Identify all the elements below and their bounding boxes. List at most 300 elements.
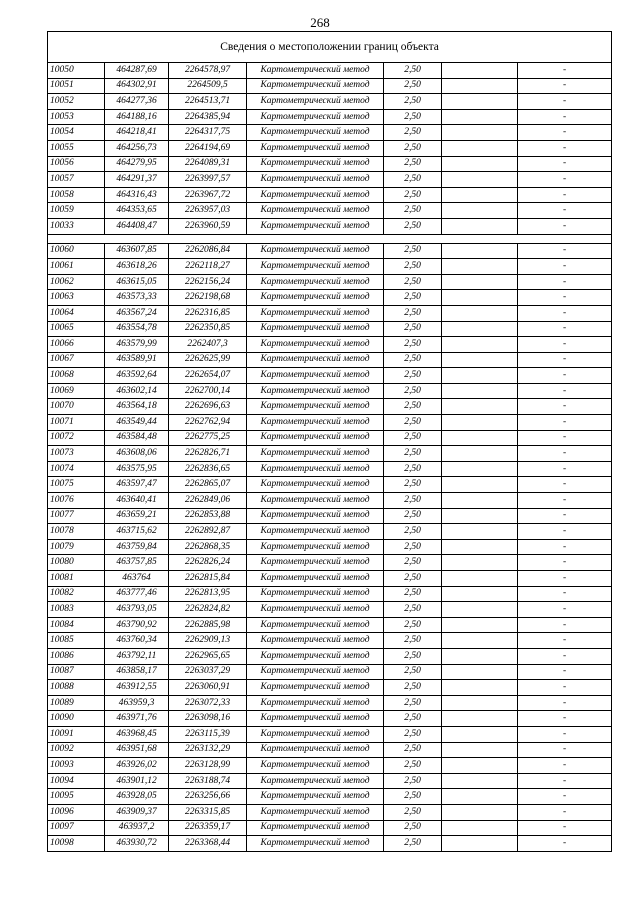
point-number-cell: 10054 [48, 125, 105, 141]
accuracy-cell: 2,50 [384, 461, 442, 477]
table-row [48, 524, 612, 540]
x-coordinate-cell: 463912,55 [105, 680, 169, 696]
x-coordinate-cell: 463592,64 [105, 368, 169, 384]
method-cell: Картометрический метод [247, 446, 384, 462]
method-cell: Картометрический метод [247, 804, 384, 820]
method-cell: Картометрический метод [247, 524, 384, 540]
table-row [48, 789, 612, 805]
y-coordinate-cell: 2262826,71 [169, 446, 247, 462]
method-cell: Картометрический метод [247, 109, 384, 125]
point-number-cell: 10051 [48, 78, 105, 94]
x-coordinate-cell: 463608,06 [105, 446, 169, 462]
point-number-cell: 10079 [48, 539, 105, 555]
table-row [48, 305, 612, 321]
extra-cell [442, 415, 518, 431]
y-coordinate-cell: 2262813,95 [169, 586, 247, 602]
note-cell: - [518, 617, 612, 633]
y-coordinate-cell: 2263188,74 [169, 773, 247, 789]
x-coordinate-cell: 464316,43 [105, 187, 169, 203]
point-number-cell: 10057 [48, 172, 105, 188]
method-cell: Картометрический метод [247, 140, 384, 156]
point-number-cell: 10059 [48, 203, 105, 219]
accuracy-cell: 2,50 [384, 602, 442, 618]
note-cell: - [518, 586, 612, 602]
y-coordinate-cell: 2264089,31 [169, 156, 247, 172]
extra-cell [442, 633, 518, 649]
table-row [48, 508, 612, 524]
y-coordinate-cell: 2263060,91 [169, 680, 247, 696]
method-cell: Картометрический метод [247, 711, 384, 727]
accuracy-cell: 2,50 [384, 305, 442, 321]
extra-cell [442, 172, 518, 188]
accuracy-cell: 2,50 [384, 773, 442, 789]
x-coordinate-cell: 463640,41 [105, 493, 169, 509]
table-row [48, 290, 612, 306]
note-cell: - [518, 140, 612, 156]
x-coordinate-cell: 463951,68 [105, 742, 169, 758]
point-number-cell: 10097 [48, 820, 105, 836]
method-cell: Картометрический метод [247, 125, 384, 141]
table-row [48, 172, 612, 188]
note-cell: - [518, 94, 612, 110]
x-coordinate-cell: 463573,33 [105, 290, 169, 306]
y-coordinate-cell: 2263098,16 [169, 711, 247, 727]
extra-cell [442, 695, 518, 711]
method-cell: Картометрический метод [247, 156, 384, 172]
accuracy-cell: 2,50 [384, 140, 442, 156]
method-cell: Картометрический метод [247, 571, 384, 587]
y-coordinate-cell: 2262892,87 [169, 524, 247, 540]
x-coordinate-cell: 463909,37 [105, 804, 169, 820]
table-row [48, 446, 612, 462]
note-cell: - [518, 742, 612, 758]
note-cell: - [518, 539, 612, 555]
extra-cell [442, 711, 518, 727]
point-number-cell: 10082 [48, 586, 105, 602]
x-coordinate-cell: 463715,62 [105, 524, 169, 540]
note-cell: - [518, 461, 612, 477]
table-row [48, 352, 612, 368]
y-coordinate-cell: 2262407,3 [169, 337, 247, 353]
y-coordinate-cell: 2262350,85 [169, 321, 247, 337]
point-number-cell: 10092 [48, 742, 105, 758]
y-coordinate-cell: 2262198,68 [169, 290, 247, 306]
extra-cell [442, 789, 518, 805]
table-row [48, 695, 612, 711]
accuracy-cell: 2,50 [384, 187, 442, 203]
note-cell: - [518, 218, 612, 234]
extra-cell [442, 63, 518, 79]
accuracy-cell: 2,50 [384, 78, 442, 94]
method-cell: Картометрический метод [247, 203, 384, 219]
table-row [48, 63, 612, 79]
y-coordinate-cell: 2263037,29 [169, 664, 247, 680]
x-coordinate-cell: 463549,44 [105, 415, 169, 431]
point-number-cell: 10088 [48, 680, 105, 696]
y-coordinate-cell: 2262700,14 [169, 383, 247, 399]
extra-cell [442, 477, 518, 493]
point-number-cell: 10052 [48, 94, 105, 110]
extra-cell [442, 446, 518, 462]
y-coordinate-cell: 2262826,24 [169, 555, 247, 571]
point-number-cell: 10062 [48, 274, 105, 290]
page-number: 268 [310, 15, 330, 30]
method-cell: Картометрический метод [247, 617, 384, 633]
y-coordinate-cell: 2263359,17 [169, 820, 247, 836]
method-cell: Картометрический метод [247, 430, 384, 446]
point-number-cell: 10091 [48, 726, 105, 742]
table-row [48, 140, 612, 156]
extra-cell [442, 571, 518, 587]
accuracy-cell: 2,50 [384, 368, 442, 384]
x-coordinate-cell: 464279,95 [105, 156, 169, 172]
extra-cell [442, 648, 518, 664]
note-cell: - [518, 156, 612, 172]
accuracy-cell: 2,50 [384, 259, 442, 275]
y-coordinate-cell: 2263957,03 [169, 203, 247, 219]
y-coordinate-cell: 2263115,39 [169, 726, 247, 742]
extra-cell [442, 508, 518, 524]
x-coordinate-cell: 463968,45 [105, 726, 169, 742]
y-coordinate-cell: 2263967,72 [169, 187, 247, 203]
accuracy-cell: 2,50 [384, 94, 442, 110]
table-row [48, 555, 612, 571]
y-coordinate-cell: 2262086,84 [169, 243, 247, 259]
x-coordinate-cell: 463579,99 [105, 337, 169, 353]
y-coordinate-cell: 2264317,75 [169, 125, 247, 141]
point-number-cell: 10071 [48, 415, 105, 431]
accuracy-cell: 2,50 [384, 321, 442, 337]
table-row [48, 415, 612, 431]
accuracy-cell: 2,50 [384, 742, 442, 758]
point-number-cell: 10033 [48, 218, 105, 234]
note-cell: - [518, 430, 612, 446]
group-separator-row [48, 234, 612, 243]
accuracy-cell: 2,50 [384, 664, 442, 680]
table-row [48, 461, 612, 477]
x-coordinate-cell: 464291,37 [105, 172, 169, 188]
accuracy-cell: 2,50 [384, 243, 442, 259]
accuracy-cell: 2,50 [384, 337, 442, 353]
extra-cell [442, 493, 518, 509]
table-row [48, 125, 612, 141]
x-coordinate-cell: 463567,24 [105, 305, 169, 321]
accuracy-cell: 2,50 [384, 477, 442, 493]
point-number-cell: 10075 [48, 477, 105, 493]
table-row [48, 836, 612, 852]
y-coordinate-cell: 2262849,06 [169, 493, 247, 509]
method-cell: Картометрический метод [247, 602, 384, 618]
accuracy-cell: 2,50 [384, 172, 442, 188]
point-number-cell: 10080 [48, 555, 105, 571]
accuracy-cell: 2,50 [384, 493, 442, 509]
note-cell: - [518, 383, 612, 399]
method-cell: Картометрический метод [247, 399, 384, 415]
table-row [48, 633, 612, 649]
y-coordinate-cell: 2264509,5 [169, 78, 247, 94]
table-row [48, 203, 612, 219]
x-coordinate-cell: 464188,16 [105, 109, 169, 125]
note-cell: - [518, 274, 612, 290]
note-cell: - [518, 446, 612, 462]
y-coordinate-cell: 2262815,84 [169, 571, 247, 587]
accuracy-cell: 2,50 [384, 836, 442, 852]
point-number-cell: 10067 [48, 352, 105, 368]
point-number-cell: 10083 [48, 602, 105, 618]
point-number-cell: 10095 [48, 789, 105, 805]
x-coordinate-cell: 463564,18 [105, 399, 169, 415]
extra-cell [442, 461, 518, 477]
accuracy-cell: 2,50 [384, 726, 442, 742]
point-number-cell: 10066 [48, 337, 105, 353]
x-coordinate-cell: 464408,47 [105, 218, 169, 234]
extra-cell [442, 156, 518, 172]
method-cell: Картометрический метод [247, 352, 384, 368]
note-cell: - [518, 804, 612, 820]
accuracy-cell: 2,50 [384, 218, 442, 234]
y-coordinate-cell: 2262118,27 [169, 259, 247, 275]
x-coordinate-cell: 463602,14 [105, 383, 169, 399]
y-coordinate-cell: 2262868,35 [169, 539, 247, 555]
method-cell: Картометрический метод [247, 742, 384, 758]
table-row [48, 680, 612, 696]
method-cell: Картометрический метод [247, 680, 384, 696]
point-number-cell: 10074 [48, 461, 105, 477]
y-coordinate-cell: 2262853,88 [169, 508, 247, 524]
note-cell: - [518, 508, 612, 524]
method-cell: Картометрический метод [247, 539, 384, 555]
accuracy-cell: 2,50 [384, 571, 442, 587]
accuracy-cell: 2,50 [384, 109, 442, 125]
table-row [48, 259, 612, 275]
point-number-cell: 10096 [48, 804, 105, 820]
table-row [48, 477, 612, 493]
accuracy-cell: 2,50 [384, 125, 442, 141]
y-coordinate-cell: 2262316,85 [169, 305, 247, 321]
y-coordinate-cell: 2262836,65 [169, 461, 247, 477]
accuracy-cell: 2,50 [384, 820, 442, 836]
note-cell: - [518, 109, 612, 125]
note-cell: - [518, 352, 612, 368]
table-row [48, 243, 612, 259]
table-row [48, 78, 612, 94]
x-coordinate-cell: 463615,05 [105, 274, 169, 290]
point-number-cell: 10056 [48, 156, 105, 172]
y-coordinate-cell: 2262156,24 [169, 274, 247, 290]
note-cell: - [518, 836, 612, 852]
table-row [48, 602, 612, 618]
table-body [48, 63, 612, 852]
method-cell: Картометрический метод [247, 695, 384, 711]
note-cell: - [518, 337, 612, 353]
accuracy-cell: 2,50 [384, 352, 442, 368]
extra-cell [442, 259, 518, 275]
accuracy-cell: 2,50 [384, 680, 442, 696]
y-coordinate-cell: 2263315,85 [169, 804, 247, 820]
y-coordinate-cell: 2264578,97 [169, 63, 247, 79]
y-coordinate-cell: 2264513,71 [169, 94, 247, 110]
method-cell: Картометрический метод [247, 290, 384, 306]
method-cell: Картометрический метод [247, 337, 384, 353]
table-row [48, 337, 612, 353]
method-cell: Картометрический метод [247, 383, 384, 399]
point-number-cell: 10060 [48, 243, 105, 259]
table-row [48, 218, 612, 234]
method-cell: Картометрический метод [247, 477, 384, 493]
title-row [48, 32, 612, 63]
extra-cell [442, 337, 518, 353]
note-cell: - [518, 633, 612, 649]
note-cell: - [518, 820, 612, 836]
accuracy-cell: 2,50 [384, 555, 442, 571]
x-coordinate-cell: 463597,47 [105, 477, 169, 493]
note-cell: - [518, 555, 612, 571]
method-cell: Картометрический метод [247, 633, 384, 649]
y-coordinate-cell: 2262824,82 [169, 602, 247, 618]
extra-cell [442, 836, 518, 852]
point-number-cell: 10055 [48, 140, 105, 156]
note-cell: - [518, 602, 612, 618]
accuracy-cell: 2,50 [384, 711, 442, 727]
table-row [48, 726, 612, 742]
y-coordinate-cell: 2262775,25 [169, 430, 247, 446]
table-row [48, 109, 612, 125]
table-row [48, 493, 612, 509]
point-number-cell: 10093 [48, 758, 105, 774]
method-cell: Картометрический метод [247, 789, 384, 805]
method-cell: Картометрический метод [247, 172, 384, 188]
x-coordinate-cell: 463607,85 [105, 243, 169, 259]
point-number-cell: 10069 [48, 383, 105, 399]
accuracy-cell: 2,50 [384, 758, 442, 774]
point-number-cell: 10087 [48, 664, 105, 680]
extra-cell [442, 305, 518, 321]
y-coordinate-cell: 2262696,63 [169, 399, 247, 415]
x-coordinate-cell: 464353,65 [105, 203, 169, 219]
method-cell: Картометрический метод [247, 508, 384, 524]
method-cell: Картометрический метод [247, 243, 384, 259]
extra-cell [442, 399, 518, 415]
note-cell: - [518, 172, 612, 188]
table-row [48, 820, 612, 836]
extra-cell [442, 539, 518, 555]
table-row [48, 664, 612, 680]
x-coordinate-cell: 464218,41 [105, 125, 169, 141]
point-number-cell: 10065 [48, 321, 105, 337]
x-coordinate-cell: 463858,17 [105, 664, 169, 680]
table-row [48, 94, 612, 110]
table-row [48, 758, 612, 774]
boundary-table [47, 31, 612, 852]
accuracy-cell: 2,50 [384, 399, 442, 415]
method-cell: Картометрический метод [247, 218, 384, 234]
note-cell: - [518, 259, 612, 275]
point-number-cell: 10090 [48, 711, 105, 727]
point-number-cell: 10077 [48, 508, 105, 524]
accuracy-cell: 2,50 [384, 203, 442, 219]
extra-cell [442, 274, 518, 290]
extra-cell [442, 125, 518, 141]
method-cell: Картометрический метод [247, 586, 384, 602]
table-row [48, 586, 612, 602]
point-number-cell: 10061 [48, 259, 105, 275]
point-number-cell: 10063 [48, 290, 105, 306]
extra-cell [442, 109, 518, 125]
accuracy-cell: 2,50 [384, 508, 442, 524]
accuracy-cell: 2,50 [384, 539, 442, 555]
accuracy-cell: 2,50 [384, 617, 442, 633]
y-coordinate-cell: 2262865,07 [169, 477, 247, 493]
note-cell: - [518, 789, 612, 805]
y-coordinate-cell: 2263132,29 [169, 742, 247, 758]
table-row [48, 187, 612, 203]
table-row [48, 804, 612, 820]
x-coordinate-cell: 463777,46 [105, 586, 169, 602]
x-coordinate-cell: 463554,78 [105, 321, 169, 337]
extra-cell [442, 218, 518, 234]
point-number-cell: 10086 [48, 648, 105, 664]
accuracy-cell: 2,50 [384, 789, 442, 805]
note-cell: - [518, 571, 612, 587]
x-coordinate-cell: 464277,36 [105, 94, 169, 110]
x-coordinate-cell: 463759,84 [105, 539, 169, 555]
extra-cell [442, 140, 518, 156]
y-coordinate-cell: 2262965,65 [169, 648, 247, 664]
y-coordinate-cell: 2264194,69 [169, 140, 247, 156]
method-cell: Картометрический метод [247, 726, 384, 742]
y-coordinate-cell: 2262885,98 [169, 617, 247, 633]
point-number-cell: 10081 [48, 571, 105, 587]
y-coordinate-cell: 2263128,99 [169, 758, 247, 774]
accuracy-cell: 2,50 [384, 446, 442, 462]
y-coordinate-cell: 2262909,13 [169, 633, 247, 649]
note-cell: - [518, 415, 612, 431]
accuracy-cell: 2,50 [384, 524, 442, 540]
x-coordinate-cell: 463659,21 [105, 508, 169, 524]
extra-cell [442, 617, 518, 633]
x-coordinate-cell: 463901,12 [105, 773, 169, 789]
note-cell: - [518, 321, 612, 337]
y-coordinate-cell: 2262625,99 [169, 352, 247, 368]
extra-cell [442, 368, 518, 384]
y-coordinate-cell: 2264385,94 [169, 109, 247, 125]
point-number-cell: 10085 [48, 633, 105, 649]
method-cell: Картометрический метод [247, 493, 384, 509]
y-coordinate-cell: 2263960,59 [169, 218, 247, 234]
method-cell: Картометрический метод [247, 773, 384, 789]
point-number-cell: 10073 [48, 446, 105, 462]
extra-cell [442, 586, 518, 602]
extra-cell [442, 742, 518, 758]
point-number-cell: 10098 [48, 836, 105, 852]
method-cell: Картометрический метод [247, 555, 384, 571]
extra-cell [442, 203, 518, 219]
method-cell: Картометрический метод [247, 63, 384, 79]
extra-cell [442, 758, 518, 774]
note-cell: - [518, 368, 612, 384]
table-row [48, 383, 612, 399]
accuracy-cell: 2,50 [384, 430, 442, 446]
x-coordinate-cell: 463589,91 [105, 352, 169, 368]
x-coordinate-cell: 463760,34 [105, 633, 169, 649]
point-number-cell: 10053 [48, 109, 105, 125]
point-number-cell: 10076 [48, 493, 105, 509]
extra-cell [442, 243, 518, 259]
method-cell: Картометрический метод [247, 836, 384, 852]
extra-cell [442, 820, 518, 836]
note-cell: - [518, 399, 612, 415]
accuracy-cell: 2,50 [384, 156, 442, 172]
